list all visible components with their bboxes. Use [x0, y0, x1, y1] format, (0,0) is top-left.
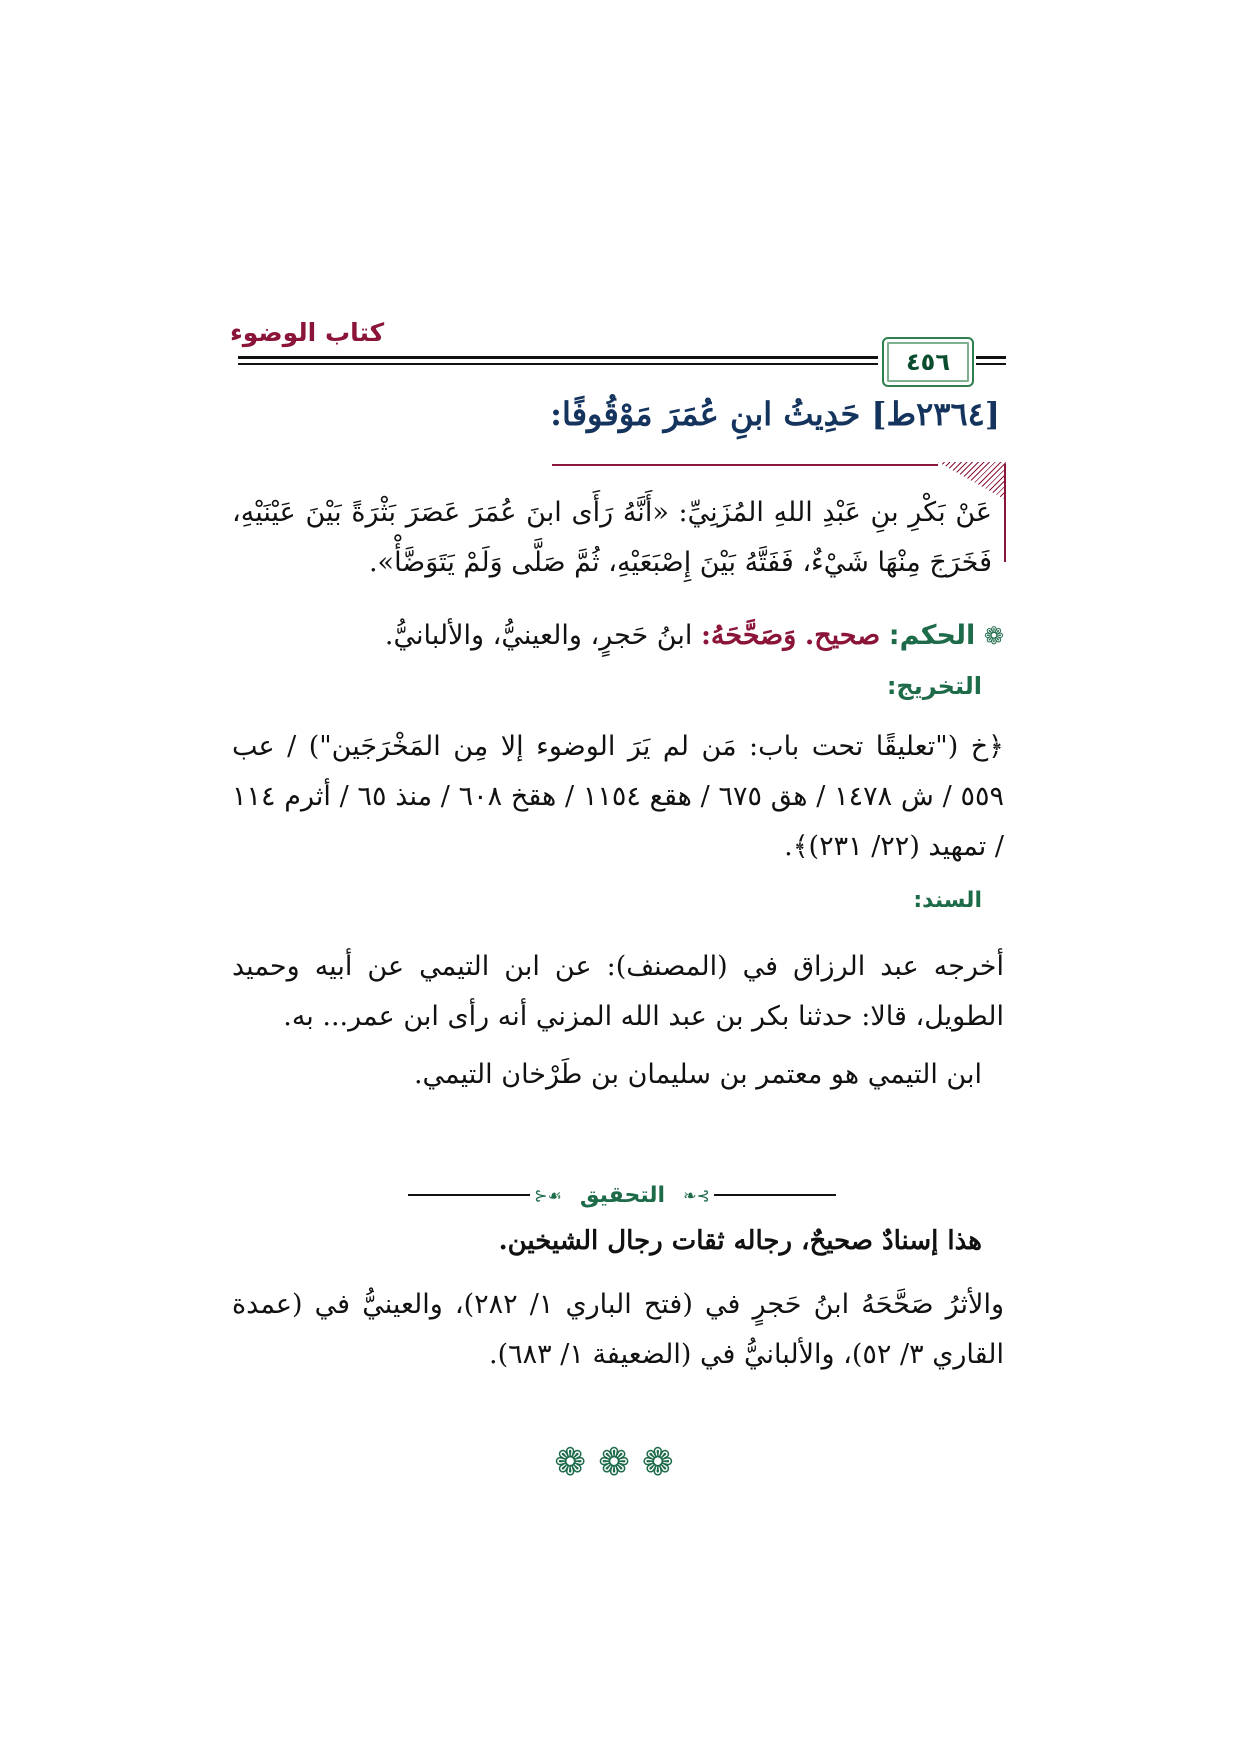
header-rule — [976, 363, 1006, 365]
header-rule — [238, 356, 878, 359]
tahqiq-divider — [408, 1180, 836, 1210]
header-rule — [238, 363, 878, 365]
hadith-text: عَنْ بَكْرِ بنِ عَبْدِ اللهِ المُزَنِيِّ: «أَنَّهُ رَأَى ابنَ عُمَرَ عَصَرَ بَثْرَةً بَيْنَ عَيْنَيْهِ، فَخَرَجَ مِنْهَا شَيْءٌ، فَفَتَّهُ بَيْنَ إِصْبَعَيْهِ، ثُمَّ صَلَّى وَلَمْ يَتَوَضَّأْ». — [232, 497, 992, 578]
divider-line — [714, 1194, 836, 1196]
ruling-value: صحيح. — [804, 620, 881, 651]
sanad-note: ابن التيمي هو معتمر بن سليمان بن طَرْخان التيمي. — [413, 1059, 982, 1090]
takhrij-heading: التخريج: — [886, 672, 982, 700]
ornament-icon: ☙⊰ — [534, 1185, 562, 1205]
authenticators: ابنُ حَجرٍ، والعينيُّ، والألبانيُّ. — [384, 620, 693, 651]
page-number-frame — [882, 337, 974, 387]
hadith-title: [٢٣٦٤ط] حَدِيثُ ابنِ عُمَرَ مَوْقُوفًا: — [550, 395, 1000, 433]
sanad-text: أخرجه عبد الرزاق في (المصنف): عن ابن التيمي عن أبيه وحميد الطويل، قالا: حدثنا بكر بن عبد الله المزني أنه رأى ابن عمر... به. — [232, 951, 1004, 1032]
tahqiq-heading: التحقيق — [579, 1182, 666, 1208]
tahqiq-conclusion: هذا إسنادٌ صحيحٌ، رجاله ثقات رجال الشيخين. — [498, 1226, 982, 1256]
hadith-frame-rule — [552, 464, 938, 466]
book-title: كتاب الوضوء — [230, 318, 385, 347]
ornament-icon: ⊱❧ — [683, 1185, 710, 1205]
authenticated-label: وَصَحَّحَهُ: — [700, 620, 797, 651]
ruling-label: الحكم: — [888, 620, 976, 651]
header-rule — [976, 356, 1006, 359]
takhrij-text: ﴿خ ("تعليقًا تحت باب: مَن لم يَرَ الوضوء إلا مِن المَخْرَجَين") / عب ٥٥٩ / ش ١٤٧٨ / هق ٦٧٥ / هقع ١١٥٤ / هقخ ٦٠٨ / منذ ٦٥ / أثرم ١١٤ / تمهيد (٢٢/ ٢٣١)﴾. — [232, 731, 1004, 862]
divider-line — [408, 1194, 530, 1196]
three-flowers-icon: ❁❁❁ — [554, 1440, 686, 1484]
ruling-line — [224, 620, 1004, 651]
flower-icon: ❁ — [983, 622, 1004, 650]
hadith-frame-side — [1004, 464, 1006, 562]
page-number: ٤٥٦ — [906, 348, 950, 376]
tahqiq-text: والأثرُ صَحَّحَهُ ابنُ حَجرٍ في (فتح الباري ١/ ٢٨٢)، والعينيُّ في (عمدة القاري ٣/ ٥٢)، والألبانيُّ في (الضعيفة ١/ ٦٨٣). — [232, 1289, 1004, 1370]
sanad-heading: السند: — [913, 888, 982, 913]
